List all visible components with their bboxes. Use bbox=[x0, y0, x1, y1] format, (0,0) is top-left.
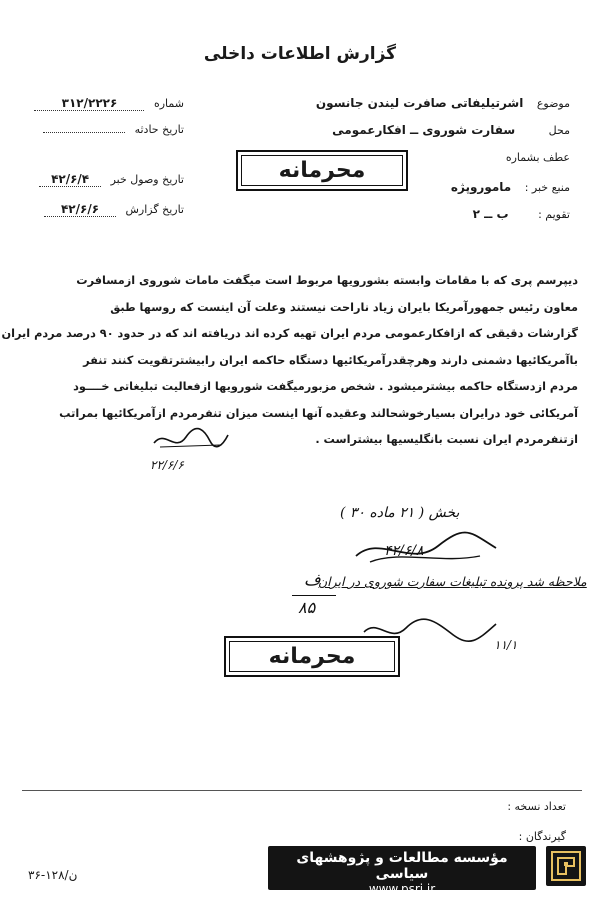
body-line: آمریکائی خود درایران بسیارخوشحالند وعقیده آنها اینست میزان تنفرمردم ازآمریکائیها بمراتب bbox=[59, 406, 578, 420]
field-event-date-label: تاریخ حادثه bbox=[134, 123, 184, 136]
institute-watermark bbox=[268, 846, 536, 896]
field-report-date bbox=[34, 202, 184, 217]
institute-name: مؤسسه مطالعات و پژوهشهای سیاسی bbox=[296, 850, 508, 882]
document-number: ۳۶-۱۲۸/ن bbox=[28, 868, 78, 882]
handwritten-note-end: ۱۱/۱ bbox=[494, 638, 518, 652]
body-line: باآمریکائیها دشمنی دارند وهرچقدرآمریکائیها دستگاه حاکمه ایران رابیشترتقویت کنند تنفر bbox=[83, 353, 578, 367]
field-received-date-label: تاریخ وصول خبر bbox=[110, 173, 184, 186]
field-rating-value: ب ــ ۲ bbox=[472, 207, 509, 221]
field-event-date-line bbox=[43, 132, 125, 133]
logo-pattern-icon bbox=[546, 846, 586, 886]
field-received-date-value: ۴۲/۶/۴ bbox=[39, 172, 101, 187]
field-event-date bbox=[34, 123, 184, 136]
field-location-value: سفارت شوروی ــ افکارعمومی bbox=[332, 123, 516, 137]
handwritten-note-header: بخش ( ۲۱ ماده ۳۰ ) bbox=[340, 505, 460, 521]
copies-count: تعداد نسخه : bbox=[507, 800, 566, 813]
handwritten-note-body: ملاحظه شد پرونده تبلیغات سفارت شوروی در ایران bbox=[318, 574, 587, 589]
field-number bbox=[34, 96, 184, 111]
footer-divider bbox=[22, 790, 582, 791]
officer-signature bbox=[150, 425, 230, 455]
confidential-stamp-bottom-text: محرمانه bbox=[229, 641, 395, 672]
report-title: گزارش اطلاعات داخلی bbox=[203, 44, 397, 64]
fraction-line bbox=[292, 595, 336, 596]
field-source-value: ماموروپژه bbox=[450, 180, 512, 194]
confidential-stamp-top-text: محرمانه bbox=[241, 155, 403, 186]
institute-logo-icon bbox=[546, 846, 586, 886]
handwritten-scribble bbox=[350, 528, 500, 568]
body-line: مردم ازدستگاه حاکمه بیشترمیشود . شخص مزبورمیگفت شورویها ازفعالیت تبلیغاتی خــــود bbox=[73, 380, 578, 393]
field-number-label: شماره bbox=[153, 97, 184, 110]
fraction-top: ف bbox=[304, 570, 321, 589]
field-reference-label: عطف بشماره bbox=[505, 151, 570, 164]
body-line: ازتنفرمردم ایران نسبت بانگلیسیها بیشتراست . bbox=[315, 433, 578, 446]
institute-url: www.psri.ir bbox=[368, 882, 436, 896]
field-source-label: منبع خبر : bbox=[524, 181, 570, 194]
field-rating-label: تقویم : bbox=[538, 208, 570, 221]
field-location-label: محل bbox=[548, 124, 570, 137]
body-line: معاون رئیس جمهورآمریکا بایران زیاد ناراحت نیستند وعلت آن اینست که روسها طبق bbox=[110, 300, 578, 314]
body-line: گزارشات دقیقی که ازافکارعمومی مردم ایران تهیه کرده اند دریافته اند که در حدود ۹۰ درصد مردم ایران bbox=[1, 327, 578, 340]
signature-date: ۲۲/۶/۶ bbox=[150, 458, 184, 472]
field-subject-label: موضوع bbox=[536, 97, 570, 110]
field-rating bbox=[473, 207, 570, 221]
field-subject bbox=[316, 96, 570, 110]
report-body bbox=[1, 268, 578, 454]
fraction-bottom: ۸۵ bbox=[298, 598, 316, 617]
field-received-date bbox=[34, 172, 184, 187]
field-subject-value: اشرتیلیفاتی صافرت لیندن جانسون bbox=[315, 96, 524, 110]
field-report-date-value: ۴۲/۶/۶ bbox=[44, 202, 116, 217]
field-report-date-label: تاریخ گزارش bbox=[125, 203, 184, 216]
field-reference bbox=[506, 151, 570, 164]
recipients: گیرندگان : bbox=[518, 830, 566, 843]
field-location bbox=[332, 123, 570, 137]
field-source bbox=[451, 180, 570, 194]
field-number-value: ۳۱۲/۲۲۲۶ bbox=[34, 96, 144, 111]
confidential-stamp-top bbox=[236, 150, 408, 191]
body-line: دیپرسم پری که با مقامات وابسته بشورویها مربوط است میگفت مامات شوروی ازمسافرت bbox=[76, 274, 578, 287]
handwritten-date: ۴۲/۶/۸ bbox=[384, 543, 424, 559]
confidential-stamp-bottom bbox=[224, 636, 400, 677]
